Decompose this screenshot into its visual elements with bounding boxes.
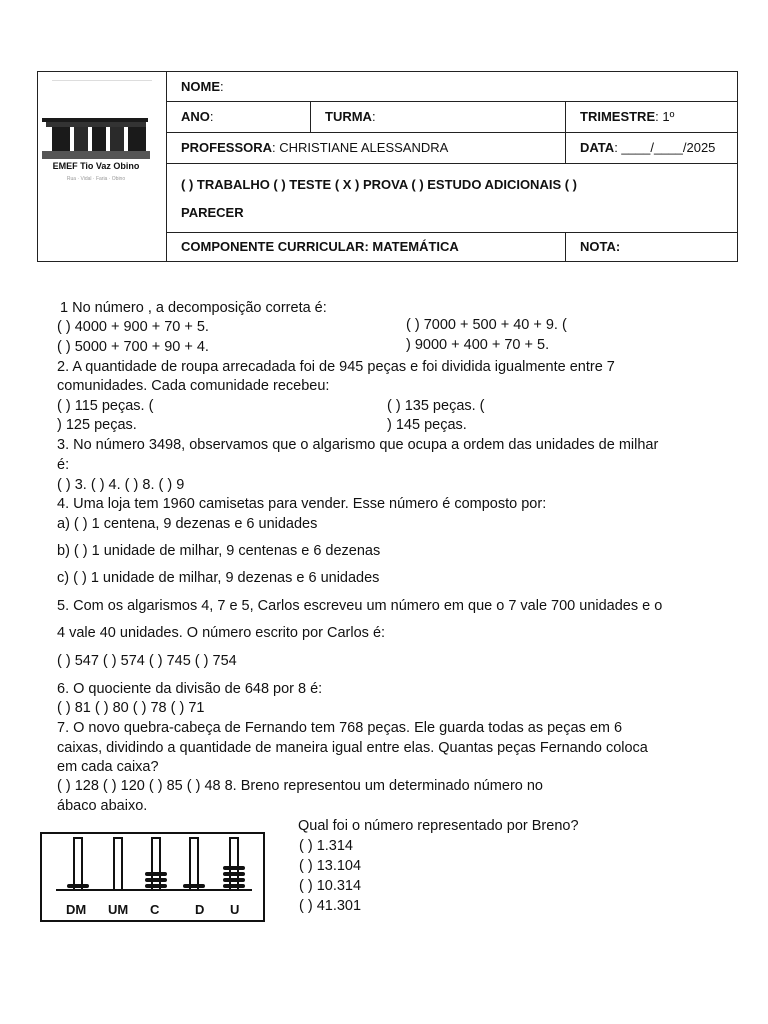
tipo-line-1: ( ) TRABALHO ( ) TESTE ( X ) PROVA ( ) ESTUDO ADICIONAIS ( ): [181, 177, 577, 192]
q2-line-2: comunidades. Cada comunidade recebeu:: [57, 378, 330, 394]
q1-option-a[interactable]: ( ) 4000 + 900 + 70 + 5.: [57, 319, 209, 335]
trimestre-field: TRIMESTRE : 1º: [580, 109, 675, 124]
abacus-bead: [145, 884, 167, 888]
row-tipo: [166, 163, 737, 233]
abacus-rod-um: [114, 838, 122, 890]
q2-option-b[interactable]: ) 125 peças.: [57, 417, 137, 433]
data-field[interactable]: DATA : ____/____/2025: [580, 140, 716, 155]
q7-options[interactable]: ( ) 128 ( ) 120 ( ) 85 ( ) 48 8. Breno representou um determinado número no: [57, 778, 543, 794]
q4-option-a[interactable]: a) ( ) 1 centena, 9 dezenas e 6 unidades: [57, 516, 318, 532]
nota-field[interactable]: NOTA:: [580, 239, 621, 254]
tipo-avaliacao: [181, 171, 577, 227]
row-nome: [166, 72, 737, 102]
q8-option-b[interactable]: ( ) 13.104: [299, 858, 362, 874]
abacus-rod-d: [190, 838, 198, 890]
abacus-bead: [145, 872, 167, 876]
q3-line-1: 3. No número 3498, observamos que o algarismo que ocupa a ordem das unidades de milhar: [57, 437, 659, 453]
q2-option-c[interactable]: ( ) 135 peças. (: [387, 398, 485, 414]
logo-name-text: EMEF Tio Vaz Obino: [52, 161, 140, 171]
abacus-bead: [67, 884, 89, 888]
abacus-label-um: UM: [108, 902, 129, 917]
abacus-bead: [223, 884, 245, 888]
q3-options[interactable]: ( ) 3. ( ) 4. ( ) 8. ( ) 9: [57, 477, 185, 493]
q6-options[interactable]: ( ) 81 ( ) 80 ( ) 78 ( ) 71: [57, 700, 205, 716]
row-professora: [166, 132, 737, 164]
nome-field[interactable]: NOME :: [181, 79, 224, 94]
abacus-bead: [223, 866, 245, 870]
abacus-rod-dm: [74, 838, 82, 890]
abacus-label-dm: DM: [66, 902, 87, 917]
abacus-bead: [223, 878, 245, 882]
q8-option-a[interactable]: ( ) 1.314: [299, 838, 353, 854]
q1-title: 1 No número , a decomposição correta é:: [60, 300, 327, 316]
q6-title: 6. O quociente da divisão de 648 por 8 é:: [57, 681, 323, 697]
abacus-bead: [223, 872, 245, 876]
q4-option-c[interactable]: c) ( ) 1 unidade de milhar, 9 dezenas e 6 unidades: [57, 570, 380, 586]
q8-line-2: ábaco abaixo.: [57, 798, 148, 814]
q3-line-2: é:: [57, 457, 70, 473]
q2-option-d[interactable]: ) 145 peças.: [387, 417, 467, 433]
row-componente: [166, 232, 737, 261]
header-table: [37, 71, 738, 262]
school-logo: [38, 72, 167, 261]
componente-curricular: COMPONENTE CURRICULAR: MATEMÁTICA: [181, 239, 459, 254]
abacus-bead: [145, 878, 167, 882]
q4-title: 4. Uma loja tem 1960 camisetas para vender. Esse número é composto por:: [57, 496, 547, 512]
abacus-label-d: D: [195, 902, 205, 917]
q8-question: Qual foi o número representado por Breno?: [298, 818, 579, 834]
q5-line-1: 5. Com os algarismos 4, 7 e 5, Carlos escreveu um número em que o 7 vale 700 unidades e o: [57, 598, 663, 614]
tipo-line-2: PARECER: [181, 205, 244, 220]
q2-option-a[interactable]: ( ) 115 peças. (: [57, 398, 154, 414]
abacus-figure: [40, 832, 265, 922]
professora-field: PROFESSORA : CHRISTIANE ALESSANDRA: [181, 140, 449, 155]
abacus-label-u: U: [230, 902, 240, 917]
q4-option-b[interactable]: b) ( ) 1 unidade de milhar, 9 centenas e 6 dezenas: [57, 543, 381, 559]
q7-line-3: em cada caixa?: [57, 759, 159, 775]
q5-options[interactable]: ( ) 547 ( ) 574 ( ) 745 ( ) 754: [57, 653, 237, 669]
turma-field[interactable]: TURMA :: [325, 109, 376, 124]
q1-option-d[interactable]: ) 9000 + 400 + 70 + 5.: [406, 337, 550, 353]
ano-field[interactable]: ANO :: [181, 109, 214, 124]
logo-address-text: Rua · Vidal · Faria · Obino: [66, 176, 126, 182]
school-building-logo: [38, 72, 166, 261]
q1-option-b[interactable]: ( ) 5000 + 700 + 90 + 4.: [57, 339, 209, 355]
q2-line-1: 2. A quantidade de roupa arrecadada foi de 945 peças e foi dividida igualmente entre 7: [57, 359, 615, 375]
q7-line-2: caixas, dividindo a quantidade de maneira igual entre elas. Quantas peças Fernando coloca: [57, 740, 648, 756]
q5-line-2: 4 vale 40 unidades. O número escrito por Carlos é:: [57, 625, 386, 641]
abacus-label-c: C: [150, 902, 160, 917]
row-ano-turma: [166, 101, 737, 133]
abacus-rod-u: [230, 838, 238, 890]
abacus-rod-c: [152, 838, 160, 890]
q7-line-1: 7. O novo quebra-cabeça de Fernando tem 768 peças. Ele guarda todas as peças em 6: [57, 720, 623, 736]
q8-option-c[interactable]: ( ) 10.314: [299, 878, 362, 894]
q8-option-d[interactable]: ( ) 41.301: [299, 898, 362, 914]
q1-option-c[interactable]: ( ) 7000 + 500 + 40 + 9. (: [406, 317, 567, 333]
abacus-bead: [183, 884, 205, 888]
